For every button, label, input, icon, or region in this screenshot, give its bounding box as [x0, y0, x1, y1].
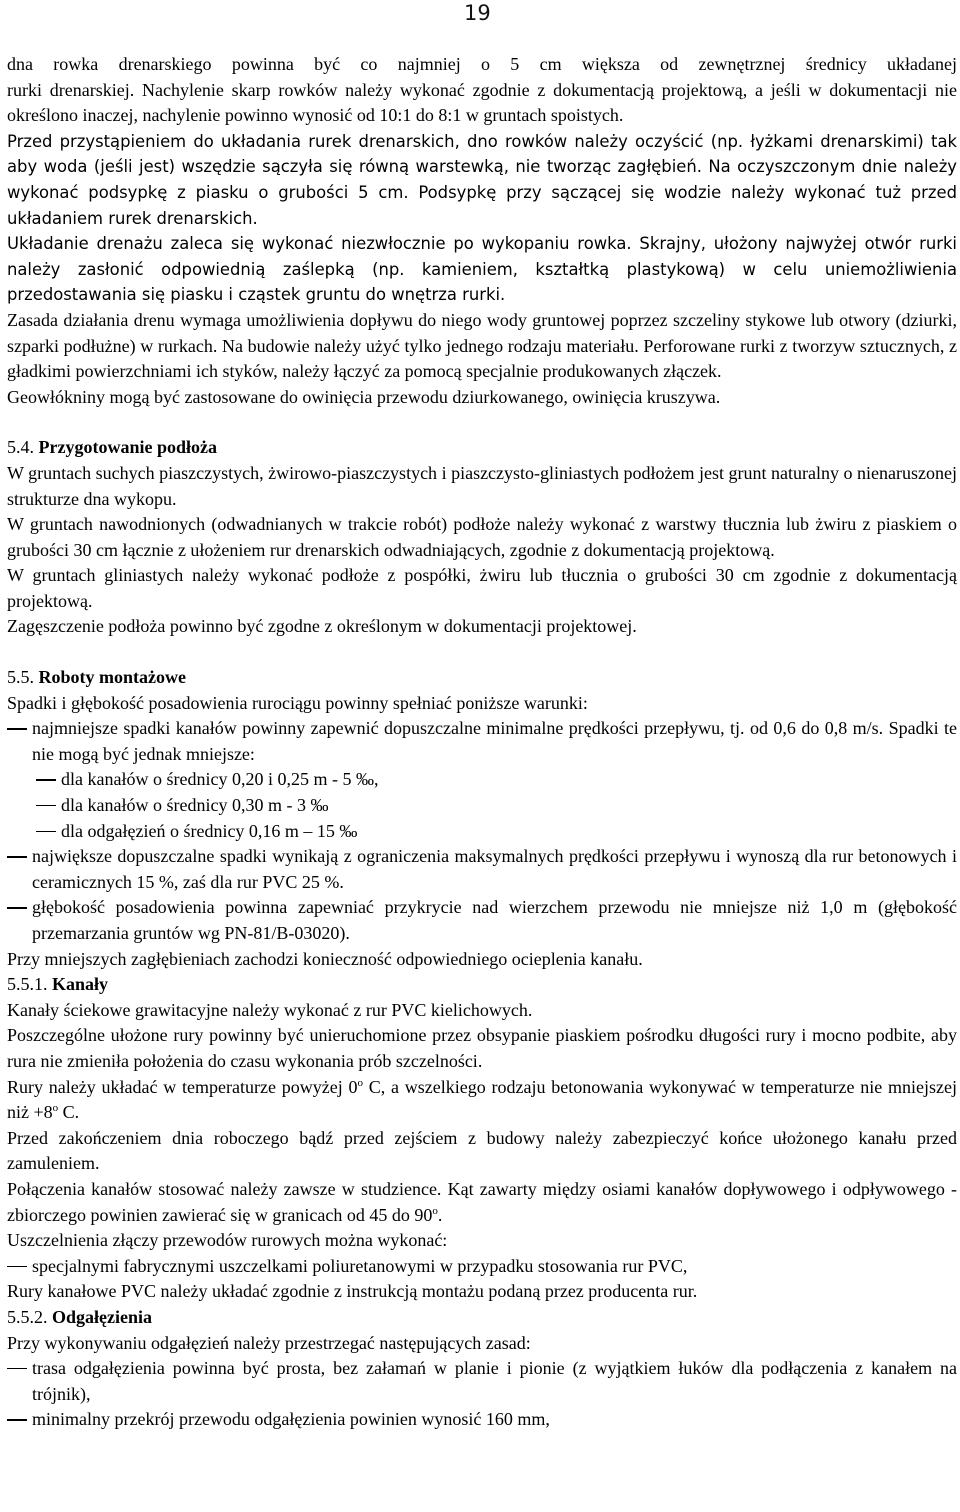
list-item-text: dla kanałów o średnicy 0,30 m - 3 ‰ [61, 795, 329, 816]
dash-bullet [7, 1419, 27, 1420]
text-run: C, a wszelkiego rodzaju betonowania wykonywać w temperaturze nie mniejszej niż +8 [7, 1076, 957, 1123]
paragraph: Zagęszczenie podłoża powinno być zgodne z określonym w dokumentacji projektowej. [7, 616, 637, 637]
paragraph: W gruntach suchych piaszczystych, żwirowo-piaszczystych i piaszczysto-gliniastych podłożem jest grunt naturalny o nienaruszonej strukturze dna wykopu. [7, 462, 957, 509]
dash-bullet [7, 1368, 27, 1369]
text-run: Połączenia kanałów stosować należy zawsze w studzience. Kąt zawarty między osiami kanałów dopływowego i odpływowego - zbiorczego powinien zawierać się w granicach od 45 do 90 [7, 1178, 957, 1225]
paragraph: Poszczególne ułożone rury powinny być unieruchomione przez obsypanie piaskiem pośrodku długości rury i mocno podbite, aby rura nie zmieniła położenia do czasu wykonania prób szczelności. [7, 1025, 957, 1071]
text-run: Rury należy układać w temperaturze powyżej 0 [7, 1076, 358, 1097]
section-title: Roboty montażowe [38, 667, 186, 688]
dash-bullet [7, 856, 27, 857]
paragraph: Rury kanałowe PVC należy układać zgodnie z instrukcją montażu podaną przez producenta rur. [7, 1281, 698, 1302]
paragraph: Przy mniejszych zagłębieniach zachodzi konieczność odpowiedniego ocieplenia kanału. [7, 948, 643, 969]
dash-bullet [7, 907, 27, 908]
list-item [7, 1407, 957, 1433]
paragraph-temperature [7, 1075, 957, 1126]
list-item [7, 895, 957, 946]
paragraph: Spadki i głębokość posadowienia rurociągu powinny spełniać poniższe warunki: [7, 692, 588, 713]
dash-bullet [7, 1266, 27, 1267]
section-title: Przygotowanie podłoża [38, 437, 217, 458]
list-item-text: specjalnymi fabrycznymi uszczelkami poliuretanowymi w przypadku stosowania rur PVC, [32, 1255, 688, 1276]
paragraph-line: dna rowka drenarskiego powinna być co najmniej o 5 cm większa od zewnętrznej średnicy układanej [7, 54, 957, 74]
list-item [7, 793, 957, 819]
dash-bullet [36, 779, 56, 780]
list-item [7, 1254, 957, 1280]
section-heading-5-5-2 [7, 1305, 957, 1331]
degree-mark: o [357, 1076, 363, 1089]
page-number: 19 [464, 1, 491, 25]
dash-bullet [36, 831, 56, 832]
list-item [7, 767, 957, 793]
paragraph: Przy wykonywaniu odgałęzień należy przestrzegać następujących zasad: [7, 1332, 531, 1353]
list-item [7, 1356, 957, 1407]
section-number: 5.5.2. [7, 1306, 48, 1327]
paragraph: W gruntach gliniastych należy wykonać podłoże z pospółki, żwiru lub tłucznia o grubości 30 cm zgodnie z dokumentacją projektową. [7, 565, 957, 611]
list-item-text: głębokość posadowienia powinna zapewniać przykrycie nad wierzchem przewodu nie mniejsze niż 1,0 m (głębokość przemarzania gruntów wg PN-81/B-03020). [32, 897, 957, 943]
paragraph: W gruntach nawodnionych (odwadnianych w trakcie robót) podłoże należy wykonać z warstwy tłucznia lub żwiru z piaskiem o grubości 30 cm łącznie z ułożeniem rur drenarskich odwadniających, zgodnie z dokumentacją projektową. [7, 514, 957, 560]
paragraph-angle [7, 1177, 957, 1228]
section-title: Odgałęzienia [52, 1306, 152, 1327]
list-item-text: najmniejsze spadki kanałów powinny zapewnić dopuszczalne minimalne prędkości przepływu, tj. od 0,6 do 0,8 m/s. Spadki te nie mogą być jednak mniejsze: [32, 718, 957, 764]
list-item-text: największe dopuszczalne spadki wynikają z ograniczenia maksymalnych prędkości przepływu i wynoszą dla rur betonowych i ceramicznych 15 %, zaś dla rur PVC 25 %. [32, 846, 957, 892]
list-item-text: dla odgałęzień o średnicy 0,16 m – 15 ‰ [61, 820, 358, 841]
paragraph-zasada: Zasada działania drenu wymaga umożliwienia dopływu do niego wody gruntowej poprzez szczeliny stykowe lub otwory (dziurki, szparki podłużne) w rurkach. Na budowie należy użyć tylko jednego rodzaju materiału. Perforowane rurki z tworzyw sztucznych, z gładkimi powierzchniami ich styków, należy łączyć za pomocą specjalnie produkowanych złączek. [7, 309, 957, 382]
dash-bullet [36, 805, 56, 806]
list-item [7, 819, 957, 845]
section-number: 5.5.1. [7, 974, 48, 995]
degree-mark: o [432, 1204, 438, 1217]
section-heading-5-5 [7, 665, 957, 691]
list-item [7, 716, 957, 767]
dash-bullet [7, 728, 27, 729]
list-item-text: minimalny przekrój przewodu odgałęzienia powinien wynosić 160 mm, [32, 1409, 550, 1430]
text-run: . [437, 1204, 443, 1225]
degree-mark: o [52, 1102, 59, 1115]
section-heading-5-5-1 [7, 972, 957, 998]
list-item-text: dla kanałów o średnicy 0,20 i 0,25 m - 5 ‰, [61, 769, 379, 790]
text-run: C. [58, 1102, 80, 1123]
paragraph-ukladanie: Układanie drenażu zaleca się wykonać niezwłocznie po wykopaniu rowka. Skrajny, ułożony najwyżej otwór rurki należy zasłonić odpowiednią zaślepką (np. kamieniem, kształtką plastykową) w celu uniemożliwienia przedostawania się piasku i cząstek gruntu do wnętrza rurki. [7, 234, 957, 305]
section-number: 5.4. [7, 437, 34, 458]
paragraph-przed: Przed przystąpieniem do układania rurek drenarskich, dno rowków należy oczyścić (np. łyżkami drenarskimi) tak aby woda (jeśli jest) wszędzie sączyła się równą warstewką, nie tworząc zagłębień. Na oczyszczonym dnie należy wykonać podsypkę z piasku o grubości 5 cm. Podsypkę przy sączącej się wodzie należy wykonać tuż przed układaniem rurek drenarskich. [7, 131, 957, 228]
paragraph-geowlokniny: Geowłókniny mogą być zastosowane do owinięcia przewodu dziurkowanego, owinięcia kruszywa. [7, 386, 721, 407]
list-item-text: trasa odgałęzienia powinna być prosta, bez załamań w planie i pionie (z wyjątkiem łuków dla podłączenia z kanałem na trójnik), [32, 1358, 957, 1404]
paragraph: Przed zakończeniem dnia roboczego bądź przed zejściem z budowy należy zabezpieczyć końce ułożonego kanału przed zamuleniem. [7, 1127, 957, 1174]
paragraph: Uszczelnienia złączy przewodów rurowych można wykonać: [7, 1230, 448, 1251]
paragraph: Kanały ściekowe grawitacyjne należy wykonać z rur PVC kielichowych. [7, 999, 533, 1020]
section-number: 5.5. [7, 667, 34, 688]
list-item [7, 844, 957, 895]
section-heading-5-4 [7, 435, 957, 461]
section-title: Kanały [52, 974, 109, 995]
paragraph: rurki drenarskiej. Nachylenie skarp rowków należy wykonać zgodnie z dokumentacją projektową, a jeśli w dokumentacji nie określono inaczej, nachylenie powinno wynosić od 10:1 do 8:1 w gruntach spoistych. [7, 79, 957, 126]
document-body [7, 52, 957, 1433]
